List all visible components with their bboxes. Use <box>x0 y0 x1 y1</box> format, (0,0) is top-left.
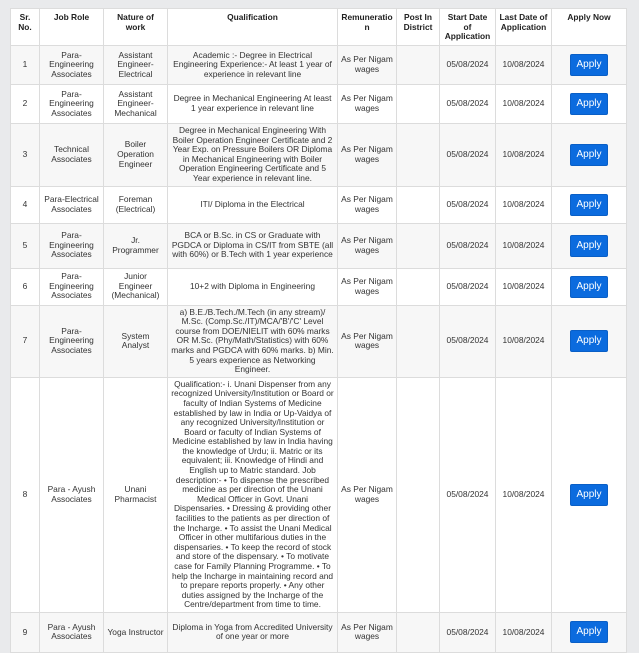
remuneration-cell: As Per Nigam wages <box>338 268 397 305</box>
start-date-cell: 05/08/2024 <box>440 612 496 652</box>
start-date-cell: 05/08/2024 <box>440 46 496 85</box>
header-job-role: Job Role <box>40 9 104 46</box>
post-in-district-cell <box>397 186 440 223</box>
qualification-cell: ITI/ Diploma in the Electrical <box>168 186 338 223</box>
nature-of-work-cell: Unani Pharmacist <box>104 377 168 612</box>
remuneration-cell: As Per Nigam wages <box>338 377 397 612</box>
apply-button[interactable]: Apply <box>570 621 608 643</box>
post-in-district-cell <box>397 377 440 612</box>
qualification-cell: a) B.E./B.Tech./M.Tech (in any stream)/ M.Sc. (Comp.Sc./IT)/MCA/'B'/'C' Level course from DOE/NIELIT with 60% marks OR M.Sc. (Phy/Math/Statistics) with 60% marks and PGDCA with 60% marks. b) Min. 5 years experience as Networking Engineer. <box>168 305 338 377</box>
job-role-cell: Para-Electrical Associates <box>40 186 104 223</box>
post-in-district-cell <box>397 85 440 124</box>
header-post-in-district: Post In District <box>397 9 440 46</box>
header-nature-of-work: Nature of work <box>104 9 168 46</box>
job-role-cell: Para-Engineering Associates <box>40 85 104 124</box>
table-header-row <box>11 9 627 46</box>
start-date-cell: 05/08/2024 <box>440 186 496 223</box>
nature-of-work-cell: Yoga Instructor <box>104 612 168 652</box>
apply-cell <box>552 305 627 377</box>
last-date-cell: 10/08/2024 <box>496 305 552 377</box>
start-date-cell: 05/08/2024 <box>440 377 496 612</box>
table-row <box>11 377 627 612</box>
start-date-cell: 05/08/2024 <box>440 124 496 187</box>
last-date-cell: 10/08/2024 <box>496 268 552 305</box>
start-date-cell: 05/08/2024 <box>440 223 496 268</box>
qualification-cell: Degree in Mechanical Engineering With Boiler Operation Engineer Certificate and 2 Year Exp. on Pressure Boilers OR Diploma in Mechanical Engineering with Boiler Operation Engineering Certificate and 5 Year experience in relevant line. <box>168 124 338 187</box>
remuneration-cell: As Per Nigam wages <box>338 85 397 124</box>
sr-no-cell: 3 <box>11 124 40 187</box>
nature-of-work-cell: Jr. Programmer <box>104 223 168 268</box>
header-remuneration: Remuneration <box>338 9 397 46</box>
apply-button[interactable]: Apply <box>570 93 608 115</box>
qualification-cell: BCA or B.Sc. in CS or Graduate with PGDCA or Diploma in CS/IT from SBTE (all with 60%) or B.Tech with 1 year experience <box>168 223 338 268</box>
apply-button[interactable]: Apply <box>570 54 608 76</box>
post-in-district-cell <box>397 305 440 377</box>
last-date-cell: 10/08/2024 <box>496 612 552 652</box>
last-date-cell: 10/08/2024 <box>496 186 552 223</box>
sr-no-cell: 8 <box>11 377 40 612</box>
nature-of-work-cell: System Analyst <box>104 305 168 377</box>
nature-of-work-cell: Assistant Engineer-Electrical <box>104 46 168 85</box>
header-apply-now: Apply Now <box>552 9 627 46</box>
remuneration-cell: As Per Nigam wages <box>338 46 397 85</box>
job-role-cell: Para-Engineering Associates <box>40 46 104 85</box>
remuneration-cell: As Per Nigam wages <box>338 223 397 268</box>
remuneration-cell: As Per Nigam wages <box>338 124 397 187</box>
table-row <box>11 612 627 652</box>
job-role-cell: Para-Engineering Associates <box>40 223 104 268</box>
qualification-cell: Degree in Mechanical Engineering At least 1 year experience in relevant line <box>168 85 338 124</box>
table-row <box>11 124 627 187</box>
apply-button[interactable]: Apply <box>570 194 608 216</box>
apply-button[interactable]: Apply <box>570 235 608 257</box>
table-row <box>11 46 627 85</box>
nature-of-work-cell: Assistant Engineer-Mechanical <box>104 85 168 124</box>
job-role-cell: Para - Ayush Associates <box>40 612 104 652</box>
apply-cell <box>552 268 627 305</box>
table-row <box>11 186 627 223</box>
start-date-cell: 05/08/2024 <box>440 268 496 305</box>
table-row <box>11 268 627 305</box>
jobs-table-container <box>10 8 626 642</box>
apply-cell <box>552 377 627 612</box>
apply-button[interactable]: Apply <box>570 330 608 352</box>
nature-of-work-cell: Foreman (Electrical) <box>104 186 168 223</box>
table-row <box>11 223 627 268</box>
header-qualification: Qualification <box>168 9 338 46</box>
last-date-cell: 10/08/2024 <box>496 223 552 268</box>
header-start-date: Start Date of Application <box>440 9 496 46</box>
sr-no-cell: 4 <box>11 186 40 223</box>
table-row <box>11 85 627 124</box>
start-date-cell: 05/08/2024 <box>440 305 496 377</box>
apply-button[interactable]: Apply <box>570 276 608 298</box>
last-date-cell: 10/08/2024 <box>496 46 552 85</box>
sr-no-cell: 6 <box>11 268 40 305</box>
qualification-cell: Qualification:- i. Unani Dispenser from any recognized University/Institution or Board or faculty of Indian Systems of Medicine established by law in India or Up-Vaidya of any recognized University/Institution or Board or faculty of Indian Systems of Medicine established by law in India having the knowledge of Urdu; ii. Matric or its equivalent; iii. Knowledge of Hindi and English up to Matric standard. Job description:- • To dispense the prescribed medicine as per direction of the Unani Medical Officer in Govt. Unani Dispensaries. • Dressing & providing other facilities to the patients as per direction of the Incharge. • To assist the Unani Medical Officer in other multifarious duties in the dispensaries. • To keep the record of stock and store of the dispensary. • To motivate case for Family Planning Programme. • To help the Incharge in maintaining record and to prepare reports properly. • Any other duties assigned by the Incharge of the Centre/department from time to time. <box>168 377 338 612</box>
apply-button[interactable]: Apply <box>570 484 608 506</box>
sr-no-cell: 5 <box>11 223 40 268</box>
post-in-district-cell <box>397 612 440 652</box>
job-role-cell: Para - Ayush Associates <box>40 377 104 612</box>
sr-no-cell: 9 <box>11 612 40 652</box>
sr-no-cell: 7 <box>11 305 40 377</box>
start-date-cell: 05/08/2024 <box>440 85 496 124</box>
post-in-district-cell <box>397 268 440 305</box>
last-date-cell: 10/08/2024 <box>496 377 552 612</box>
apply-cell <box>552 85 627 124</box>
sr-no-cell: 1 <box>11 46 40 85</box>
last-date-cell: 10/08/2024 <box>496 85 552 124</box>
apply-cell <box>552 46 627 85</box>
job-role-cell: Para-Engineering Associates <box>40 268 104 305</box>
qualification-cell: Academic :- Degree in Electrical Engineering Experience:- At least 1 year of experience in relevant line <box>168 46 338 85</box>
qualification-cell: 10+2 with Diploma in Engineering <box>168 268 338 305</box>
post-in-district-cell <box>397 124 440 187</box>
nature-of-work-cell: Junior Engineer (Mechanical) <box>104 268 168 305</box>
apply-cell <box>552 124 627 187</box>
header-last-date: Last Date of Application <box>496 9 552 46</box>
apply-cell <box>552 186 627 223</box>
apply-cell <box>552 612 627 652</box>
post-in-district-cell <box>397 223 440 268</box>
jobs-table <box>10 8 627 653</box>
job-role-cell: Para-Engineering Associates <box>40 305 104 377</box>
nature-of-work-cell: Boiler Operation Engineer <box>104 124 168 187</box>
table-row <box>11 305 627 377</box>
apply-button[interactable]: Apply <box>570 144 608 166</box>
remuneration-cell: As Per Nigam wages <box>338 612 397 652</box>
last-date-cell: 10/08/2024 <box>496 124 552 187</box>
remuneration-cell: As Per Nigam wages <box>338 305 397 377</box>
header-sr-no: Sr. No. <box>11 9 40 46</box>
apply-cell <box>552 223 627 268</box>
post-in-district-cell <box>397 46 440 85</box>
qualification-cell: Diploma in Yoga from Accredited University of one year or more <box>168 612 338 652</box>
remuneration-cell: As Per Nigam wages <box>338 186 397 223</box>
sr-no-cell: 2 <box>11 85 40 124</box>
job-role-cell: Technical Associates <box>40 124 104 187</box>
